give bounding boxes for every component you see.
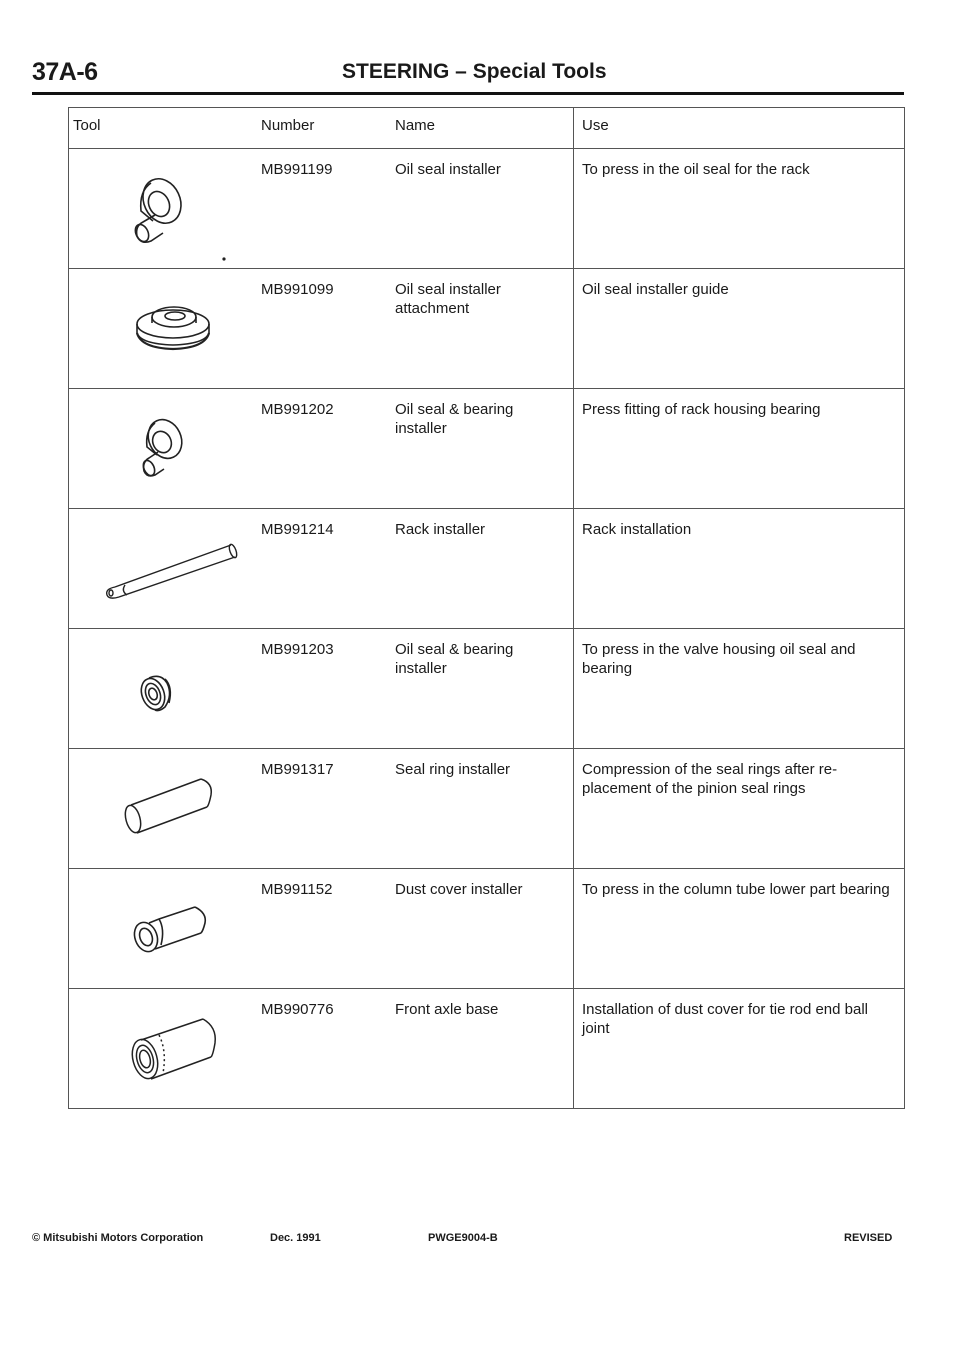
column-header-use: Use [574,108,905,149]
tool-illustration-cell [69,749,262,869]
footer-document-code: PWGE9004-B [428,1232,498,1244]
tool-illustration-cell [69,629,262,749]
tool-number: MB991214 [261,509,395,629]
tool-number: MB991099 [261,269,395,389]
tool-use: Press fitting of rack housing bearing [574,389,905,509]
tool-use: To press in the valve housing oil seal and bearing [574,629,905,749]
table-row [69,629,905,749]
footer-copyright: © Mitsubishi Motors Corporation [32,1232,204,1244]
tool-name: Seal ring installer [395,749,574,869]
tool-name: Oil seal installer attachment [395,269,574,389]
special-tools-table [68,107,905,1109]
page-title: STEERING – Special Tools [342,60,607,83]
tool-name: Front axle base [395,989,574,1109]
tool-illustration-cell [69,869,262,989]
tool-name: Oil seal installer [395,149,574,269]
seal-bearing-installer-icon [69,389,257,507]
tool-use: Installation of dust cover for tie rod end ball joint [574,989,905,1109]
table-row [69,389,905,509]
seal-ring-installer-icon [69,749,257,867]
column-header-tool: Tool [69,108,262,149]
oil-seal-installer-icon [69,149,257,267]
tool-use: Compression of the seal rings after re-placement of the pinion seal rings [574,749,905,869]
tool-use: To press in the column tube lower part bearing [574,869,905,989]
tool-illustration-cell [69,389,262,509]
table-row [69,869,905,989]
valve-seal-bearing-installer-icon [69,629,257,747]
tool-number: MB991152 [261,869,395,989]
tool-number: MB990776 [261,989,395,1109]
footer-status: REVISED [844,1232,893,1244]
column-header-name: Name [395,108,574,149]
table-row [69,749,905,869]
tool-illustration-cell [69,509,262,629]
tool-name: Dust cover installer [395,869,574,989]
front-axle-base-icon [69,989,257,1107]
tool-illustration-cell [69,149,262,269]
page-header [32,58,904,95]
rack-installer-icon [69,509,257,627]
table-header-row [69,108,905,149]
tool-number: MB991199 [261,149,395,269]
installer-attachment-icon [69,269,257,387]
tool-use: To press in the oil seal for the rack [574,149,905,269]
tool-use: Oil seal installer guide [574,269,905,389]
table-row [69,509,905,629]
tool-use: Rack installation [574,509,905,629]
tool-name: Oil seal & bearing installer [395,389,574,509]
tool-number: MB991202 [261,389,395,509]
column-header-number: Number [261,108,395,149]
footer-date: Dec. 1991 [270,1232,321,1244]
tool-number: MB991317 [261,749,395,869]
table-row [69,269,905,389]
tool-illustration-cell [69,269,262,389]
tool-number: MB991203 [261,629,395,749]
table-row [69,989,905,1109]
dust-cover-installer-icon [69,869,257,987]
page-number: 37A-6 [32,58,98,86]
table-row [69,149,905,269]
tool-name: Oil seal & bearing installer [395,629,574,749]
tool-illustration-cell [69,989,262,1109]
tool-name: Rack installer [395,509,574,629]
